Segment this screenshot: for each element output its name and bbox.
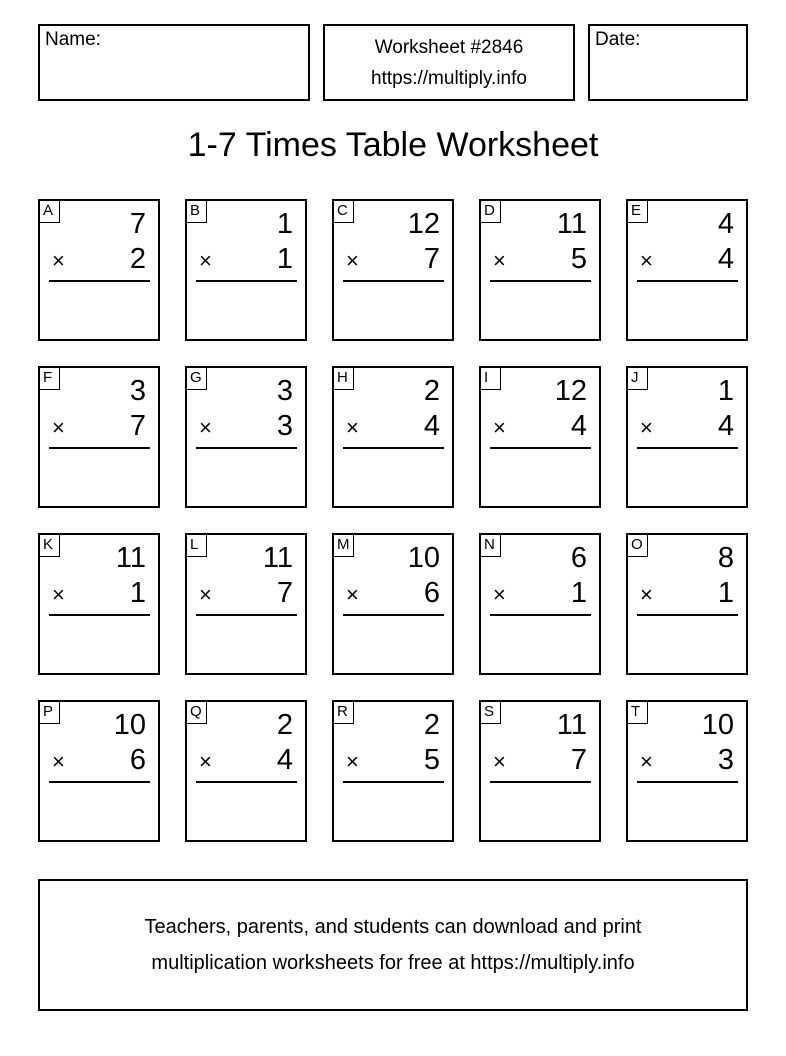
- problem-letter: H: [334, 368, 354, 390]
- multiplier: 1: [276, 243, 293, 275]
- times-sign: ×: [640, 248, 653, 273]
- multiplier: 7: [276, 577, 293, 609]
- multiplier: 3: [717, 744, 734, 776]
- answer-area[interactable]: [50, 454, 148, 498]
- times-sign: ×: [493, 582, 506, 607]
- problem-letter: S: [481, 702, 501, 724]
- problem-letter: B: [187, 201, 207, 223]
- answer-area[interactable]: [491, 454, 589, 498]
- page-title: 1-7 Times Table Worksheet: [187, 126, 599, 164]
- multiplicand: 11: [556, 208, 587, 240]
- worksheet-id: Worksheet #2846: [374, 37, 524, 58]
- times-sign: ×: [493, 248, 506, 273]
- name-box[interactable]: [38, 24, 310, 101]
- times-sign: ×: [52, 415, 65, 440]
- multiplicand: 4: [717, 208, 734, 240]
- answer-area[interactable]: [197, 788, 295, 832]
- date-label: Date:: [595, 29, 641, 50]
- problem-letter: Q: [187, 702, 207, 724]
- times-sign: ×: [346, 582, 359, 607]
- answer-area[interactable]: [50, 788, 148, 832]
- problem-letter: K: [40, 535, 60, 557]
- multiplier: 7: [570, 744, 587, 776]
- multiplier: 7: [423, 243, 440, 275]
- answer-area[interactable]: [50, 287, 148, 331]
- footer-line-1: Teachers, parents, and students can download and print: [144, 916, 642, 938]
- times-sign: ×: [199, 415, 212, 440]
- multiplicand: 12: [554, 375, 587, 407]
- multiplier: 1: [717, 577, 734, 609]
- multiplier: 7: [129, 410, 146, 442]
- answer-rule: [637, 280, 738, 282]
- answer-rule: [196, 781, 297, 783]
- answer-area[interactable]: [197, 621, 295, 665]
- problem-card-l: [185, 533, 307, 675]
- multiplier: 6: [423, 577, 440, 609]
- answer-area[interactable]: [638, 621, 736, 665]
- times-sign: ×: [52, 582, 65, 607]
- answer-rule: [490, 614, 591, 616]
- answer-area[interactable]: [197, 454, 295, 498]
- problem-letter: M: [334, 535, 354, 557]
- date-box[interactable]: [588, 24, 748, 101]
- multiplier: 4: [717, 243, 734, 275]
- name-label: Name:: [45, 29, 101, 50]
- answer-area[interactable]: [344, 621, 442, 665]
- problem-card-i: [479, 366, 601, 508]
- answer-rule: [343, 280, 444, 282]
- multiplier: 3: [276, 410, 293, 442]
- times-sign: ×: [199, 749, 212, 774]
- answer-rule: [49, 280, 150, 282]
- times-sign: ×: [346, 415, 359, 440]
- multiplier: 1: [570, 577, 587, 609]
- problem-card-o: [626, 533, 748, 675]
- multiplier: 6: [129, 744, 146, 776]
- problem-letter: E: [628, 201, 648, 223]
- answer-rule: [343, 614, 444, 616]
- multiplier: 4: [570, 410, 587, 442]
- times-sign: ×: [640, 749, 653, 774]
- multiplicand: 6: [570, 542, 587, 574]
- answer-rule: [343, 781, 444, 783]
- problem-card-g: [185, 366, 307, 508]
- answer-rule: [490, 781, 591, 783]
- multiplicand: 3: [129, 375, 146, 407]
- answer-area[interactable]: [638, 454, 736, 498]
- problem-letter: C: [334, 201, 354, 223]
- multiplicand: 1: [717, 375, 734, 407]
- multiplier: 4: [423, 410, 440, 442]
- problem-card-c: [332, 199, 454, 341]
- multiplicand: 12: [407, 208, 440, 240]
- answer-area[interactable]: [50, 621, 148, 665]
- answer-rule: [196, 447, 297, 449]
- multiplicand: 10: [701, 709, 734, 741]
- problem-letter: D: [481, 201, 501, 223]
- answer-area[interactable]: [491, 287, 589, 331]
- problem-letter: F: [40, 368, 60, 390]
- answer-rule: [343, 447, 444, 449]
- answer-area[interactable]: [638, 788, 736, 832]
- problem-letter: N: [481, 535, 501, 557]
- multiplicand: 11: [115, 542, 146, 574]
- problem-letter: R: [334, 702, 354, 724]
- multiplicand: 10: [113, 709, 146, 741]
- multiplicand: 7: [129, 208, 146, 240]
- answer-rule: [49, 781, 150, 783]
- times-sign: ×: [346, 749, 359, 774]
- problem-grid: [38, 199, 750, 843]
- times-sign: ×: [199, 582, 212, 607]
- multiplier: 4: [276, 744, 293, 776]
- answer-area[interactable]: [491, 788, 589, 832]
- multiplicand: 11: [556, 709, 587, 741]
- multiplicand: 11: [262, 542, 293, 574]
- answer-rule: [490, 280, 591, 282]
- multiplicand: 2: [276, 709, 293, 741]
- answer-area[interactable]: [491, 621, 589, 665]
- problem-card-q: [185, 700, 307, 842]
- problem-card-d: [479, 199, 601, 341]
- problem-card-t: [626, 700, 748, 842]
- times-sign: ×: [52, 248, 65, 273]
- footer-line-2: multiplication worksheets for free at https://multiply.info: [151, 952, 635, 974]
- problem-letter: T: [628, 702, 648, 724]
- answer-rule: [637, 781, 738, 783]
- answer-rule: [49, 614, 150, 616]
- multiplier: 1: [129, 577, 146, 609]
- problem-card-e: [626, 199, 748, 341]
- answer-rule: [490, 447, 591, 449]
- answer-area[interactable]: [638, 287, 736, 331]
- problem-card-n: [479, 533, 601, 675]
- problem-letter: O: [628, 535, 648, 557]
- times-sign: ×: [346, 248, 359, 273]
- worksheet-url: https://multiply.info: [371, 68, 527, 89]
- multiplicand: 1: [276, 208, 293, 240]
- times-sign: ×: [199, 248, 212, 273]
- multiplicand: 10: [407, 542, 440, 574]
- multiplicand: 3: [276, 375, 293, 407]
- problem-letter: P: [40, 702, 60, 724]
- problem-card-s: [479, 700, 601, 842]
- times-sign: ×: [640, 582, 653, 607]
- problem-card-h: [332, 366, 454, 508]
- multiplier: 2: [129, 243, 146, 275]
- problem-letter: A: [40, 201, 60, 223]
- problem-card-p: [38, 700, 160, 842]
- answer-rule: [196, 280, 297, 282]
- answer-area[interactable]: [344, 454, 442, 498]
- times-sign: ×: [493, 749, 506, 774]
- problem-card-r: [332, 700, 454, 842]
- problem-letter: J: [628, 368, 648, 390]
- answer-area[interactable]: [197, 287, 295, 331]
- answer-area[interactable]: [344, 287, 442, 331]
- multiplicand: 2: [423, 709, 440, 741]
- problem-card-k: [38, 533, 160, 675]
- times-sign: ×: [493, 415, 506, 440]
- answer-area[interactable]: [344, 788, 442, 832]
- answer-rule: [49, 447, 150, 449]
- problem-letter: L: [187, 535, 207, 557]
- footer-box: [38, 879, 748, 1011]
- multiplier: 5: [570, 243, 587, 275]
- answer-rule: [637, 614, 738, 616]
- problem-letter: G: [187, 368, 207, 390]
- problem-card-a: [38, 199, 160, 341]
- problem-card-f: [38, 366, 160, 508]
- problem-card-m: [332, 533, 454, 675]
- multiplicand: 8: [717, 542, 734, 574]
- multiplier: 5: [423, 744, 440, 776]
- times-sign: ×: [640, 415, 653, 440]
- answer-rule: [196, 614, 297, 616]
- worksheet-info-box: [323, 24, 575, 101]
- problem-letter: I: [481, 368, 501, 390]
- multiplicand: 2: [423, 375, 440, 407]
- problem-card-b: [185, 199, 307, 341]
- multiplier: 4: [717, 410, 734, 442]
- answer-rule: [637, 447, 738, 449]
- times-sign: ×: [52, 749, 65, 774]
- problem-card-j: [626, 366, 748, 508]
